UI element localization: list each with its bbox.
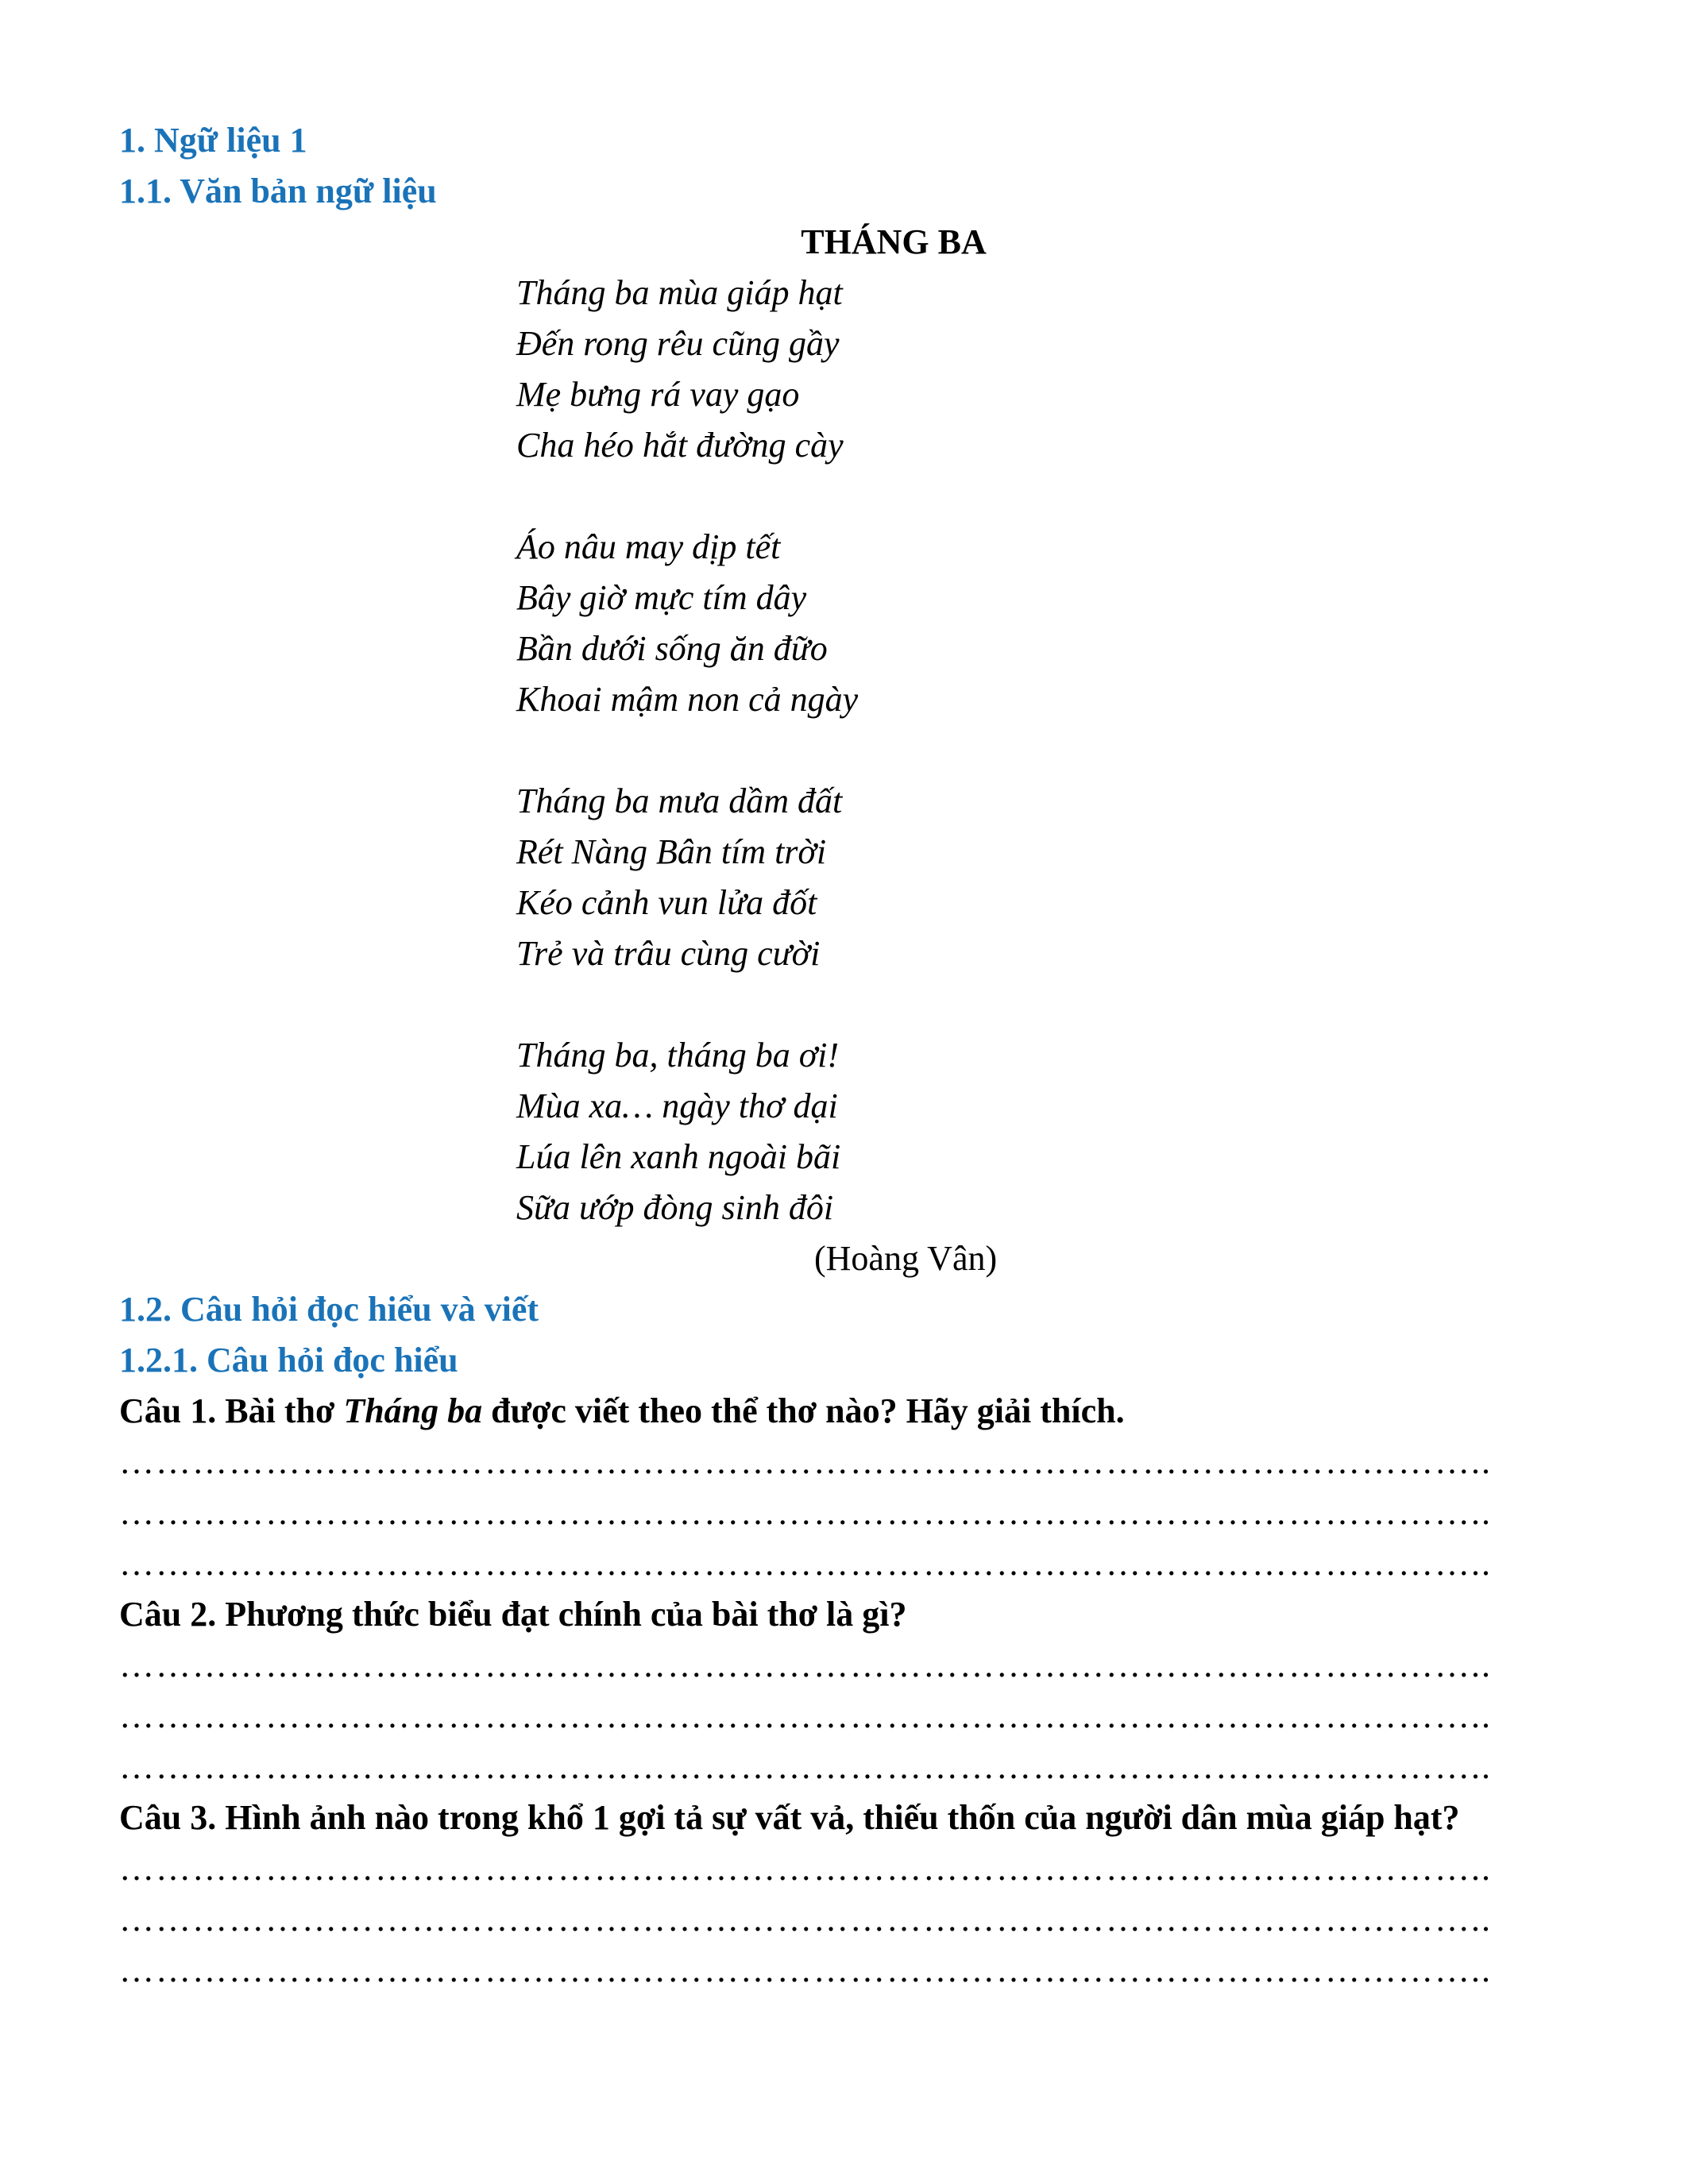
answer-line[interactable]: ………………………………………………………………………………………………….. [119, 1849, 1492, 1888]
section-title: 1. Ngữ liệu 1 [119, 121, 307, 160]
answer-line[interactable]: ………………………………………………………………………………………………….. [119, 1493, 1492, 1532]
verse-line: Tháng ba mưa dầm đất [516, 781, 843, 820]
stanza-2 [516, 522, 1573, 725]
verse-line: Lúa lên xanh ngoài bãi [516, 1137, 841, 1176]
poem-author: (Hoàng Vân) [814, 1239, 998, 1278]
verse-line: Tháng ba mùa giáp hạt [516, 273, 843, 312]
question-1-suffix: được viết theo thể thơ nào? Hãy giải thích. [482, 1391, 1125, 1430]
verse-line: Mẹ bưng rá vay gạo [516, 375, 800, 414]
poem-body [119, 268, 1573, 1233]
poem-title: THÁNG BA [801, 222, 987, 261]
verse-line: Trẻ và trâu cùng cười [516, 934, 821, 973]
verse-line: Khoai mậm non cả ngày [516, 680, 859, 719]
stanza-4 [516, 1030, 1573, 1233]
verse-line: Rét Nàng Bân tím trời [516, 832, 827, 871]
stanza-gap [516, 979, 1573, 1030]
question-1-poem-name: Tháng ba [343, 1391, 483, 1430]
answer-line[interactable]: ………………………………………………………………………………………………….. [119, 1747, 1492, 1786]
answer-line[interactable]: ………………………………………………………………………………………………….. [119, 1442, 1492, 1481]
stanza-gap [516, 725, 1573, 776]
verse-line: Sữa ướp đòng sinh đôi [516, 1188, 834, 1227]
questions-section-title: 1.2. Câu hỏi đọc hiểu và viết [119, 1290, 539, 1329]
verse-line: Đến rong rêu cũng gầy [516, 324, 840, 363]
question-3: Câu 3. Hình ảnh nào trong khổ 1 gợi tả sự vất vả, thiếu thốn của người dân mùa giáp hạt? [119, 1798, 1460, 1837]
verse-line: Mùa xa… ngày thơ dại [516, 1086, 838, 1125]
verse-line: Áo nâu may dịp tết [516, 527, 781, 566]
questions-section-subtitle: 1.2.1. Câu hỏi đọc hiểu [119, 1341, 458, 1379]
document-page [119, 115, 1573, 1996]
verse-line: Cha héo hắt đường cày [516, 426, 844, 465]
verse-line: Kéo cảnh vun lửa đốt [516, 883, 817, 922]
stanza-gap [516, 471, 1573, 522]
question-1 [119, 1386, 1573, 1437]
stanza-1 [516, 268, 1573, 471]
answer-line[interactable]: ………………………………………………………………………………………………….. [119, 1900, 1492, 1939]
verse-line: Tháng ba, tháng ba ơi! [516, 1036, 840, 1075]
answer-line[interactable]: ………………………………………………………………………………………………….. [119, 1544, 1492, 1583]
question-1-prefix: Câu 1. Bài thơ [119, 1391, 344, 1430]
section-subtitle: 1.1. Văn bản ngữ liệu [119, 172, 437, 210]
stanza-3 [516, 776, 1573, 979]
verse-line: Bây giờ mực tím dây [516, 578, 807, 617]
answer-line[interactable]: ………………………………………………………………………………………………….. [119, 1646, 1492, 1684]
verse-line: Bần dưới sống ăn đữo [516, 629, 828, 668]
answer-line[interactable]: ………………………………………………………………………………………………….. [119, 1951, 1492, 1989]
question-2: Câu 2. Phương thức biểu đạt chính của bài thơ là gì? [119, 1595, 907, 1634]
answer-line[interactable]: ………………………………………………………………………………………………….. [119, 1696, 1492, 1735]
